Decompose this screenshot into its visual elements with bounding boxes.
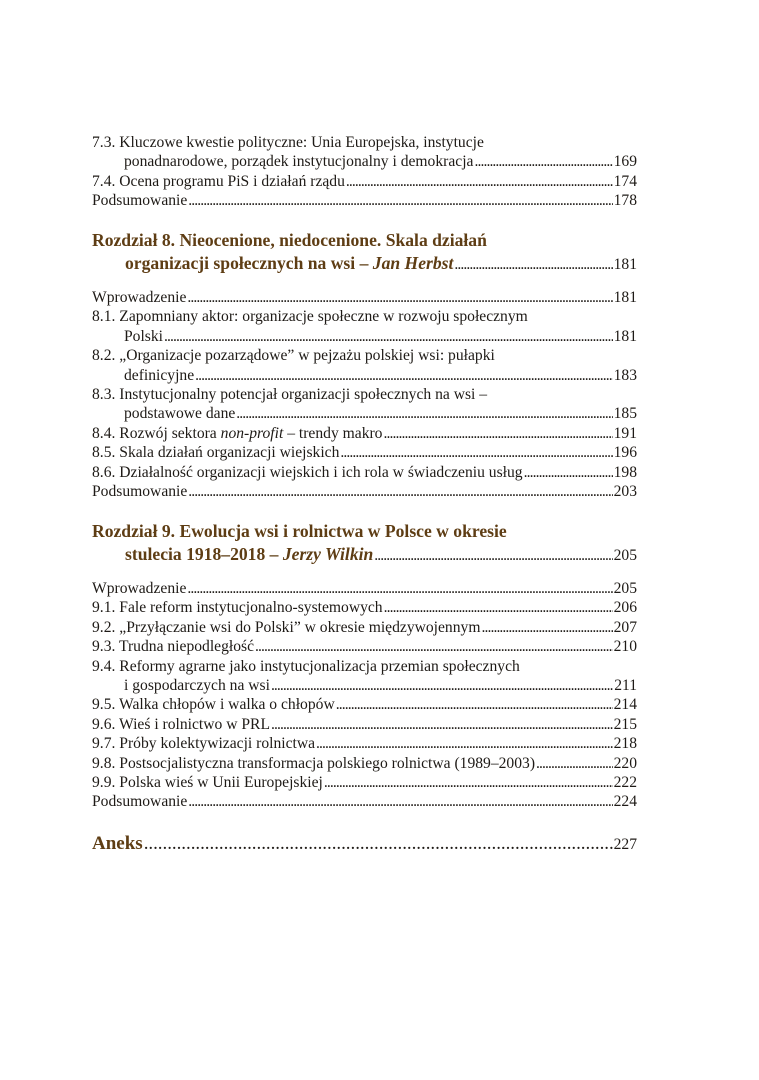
dot-leader: [383, 424, 612, 443]
toc-entry-title-cont: podstawowe dane: [124, 405, 236, 423]
toc-chapter-8[interactable]: [92, 229, 637, 276]
aneks-title: Aneks: [92, 832, 143, 854]
page-number: 185: [613, 405, 637, 423]
toc-entry-9-7[interactable]: [92, 734, 637, 753]
dot-leader: [187, 288, 612, 307]
chapter-title: Rozdział 8. Nieocenione, niedocenione. Skala działań: [92, 229, 487, 250]
toc-entry-title: Podsumowanie: [92, 793, 188, 811]
toc-entry-8-3[interactable]: [92, 385, 637, 424]
page-number: 181: [613, 327, 637, 345]
chapter-title-text: organizacji społecznych na wsi –: [125, 252, 373, 273]
dot-leader: [384, 598, 613, 617]
toc-entry-title: 9.4. Reformy agrarne jako instytucjonalizacja przemian społecznych: [92, 657, 520, 675]
page-number: 174: [613, 172, 637, 190]
dot-leader: [188, 191, 612, 210]
toc-entry-title: 9.5. Walka chłopów i walka o chłopów: [92, 696, 335, 714]
page-number: 198: [613, 463, 637, 481]
toc-entry-8-4[interactable]: [92, 424, 637, 443]
page-number: 181: [613, 289, 637, 307]
toc-entry-9-8[interactable]: [92, 754, 637, 773]
page-number: 207: [613, 618, 637, 636]
toc-entry-title: 9.9. Polska wieś w Unii Europejskiej: [92, 773, 323, 791]
toc-entry-8-6[interactable]: [92, 463, 637, 482]
toc-entry-title: 8.1. Zapomniany aktor: organizacje społeczne w rozwoju społecznym: [92, 308, 528, 326]
toc-entry-9-2[interactable]: [92, 618, 637, 637]
toc-entry-title: Wprowadzenie: [92, 579, 187, 597]
toc-entry-title: 9.6. Wieś i rolnictwo w PRL: [92, 715, 270, 733]
toc-entry-9-intro[interactable]: [92, 579, 637, 598]
dot-leader: [336, 695, 613, 714]
toc-entry-7-summary[interactable]: [92, 191, 637, 210]
dot-leader: [324, 773, 613, 792]
toc-entry-title: 9.7. Próby kolektywizacji rolnictwa: [92, 735, 316, 753]
page-number: 210: [613, 638, 637, 656]
toc-entry-8-summary[interactable]: [92, 482, 637, 501]
page-number: 224: [613, 793, 637, 811]
toc-entry-7-3[interactable]: [92, 133, 637, 172]
toc-entry-title-cont: definicyjne: [124, 366, 195, 384]
dot-leader: [187, 579, 612, 598]
toc-entry-8-1[interactable]: [92, 307, 637, 346]
page-number: 181: [613, 255, 637, 273]
dot-leader: [188, 792, 612, 811]
dot-leader: [144, 833, 613, 855]
page-number: 196: [613, 444, 637, 462]
dot-leader: [236, 404, 612, 423]
page-number: 169: [613, 153, 637, 171]
page-number: 211: [614, 676, 637, 694]
chapter-title-cont: [125, 543, 373, 566]
toc-entry-9-3[interactable]: [92, 637, 637, 656]
page-number: 178: [613, 192, 637, 210]
toc-aneks[interactable]: [92, 833, 637, 856]
toc-entry-8-intro[interactable]: [92, 288, 637, 307]
page-number: 191: [613, 424, 637, 442]
toc-entry-9-6[interactable]: [92, 715, 637, 734]
toc-entry-title: 8.6. Działalność organizacji wiejskich i ich rola w świadczeniu usług: [92, 463, 523, 481]
chapter-title: Rozdział 9. Ewolucja wsi i rolnictwa w Polsce w okresie: [92, 520, 507, 541]
dot-leader: [195, 366, 612, 385]
toc-entry-title: 8.5. Skala działań organizacji wiejskich: [92, 444, 340, 462]
page-number: 222: [613, 773, 637, 791]
toc-entry-title: 8.3. Instytucjonalny potencjał organizacji społecznych na wsi –: [92, 386, 488, 404]
dot-leader: [316, 734, 613, 753]
toc-entry-title: 9.8. Postsocjalistyczna transformacja polskiego rolnictwa (1989–2003): [92, 754, 536, 772]
toc-entry-text: – trendy makro: [283, 424, 383, 442]
dot-leader: [374, 544, 612, 567]
toc-entry-title: 7.3. Kluczowe kwestie polityczne: Unia Europejska, instytucje: [92, 134, 484, 151]
chapter-title-cont: [125, 252, 453, 275]
page-number: 203: [613, 483, 637, 501]
dot-leader: [188, 482, 612, 501]
toc-entry-title: Podsumowanie: [92, 192, 188, 210]
page-number: 220: [613, 754, 637, 772]
dot-leader: [536, 754, 613, 773]
page-number: 218: [613, 735, 637, 753]
dot-leader: [481, 618, 612, 637]
toc-entry-9-9[interactable]: [92, 773, 637, 792]
toc-entry-title: Wprowadzenie: [92, 289, 187, 307]
toc-entry-title: 9.1. Fale reform instytucjonalno-systemowych: [92, 599, 383, 617]
toc-entry-title: [92, 424, 382, 443]
page-number: 206: [613, 599, 637, 617]
page-number: 227: [613, 835, 637, 853]
dot-leader: [271, 676, 613, 695]
page-number: 214: [613, 696, 637, 714]
dot-leader: [454, 253, 612, 276]
page-number: 205: [613, 546, 637, 564]
toc-entry-title-cont: Polski: [124, 327, 163, 345]
dot-leader: [524, 463, 613, 482]
toc-entry-title: 7.4. Ocena programu PiS i działań rządu: [92, 172, 345, 190]
page-number: 183: [613, 366, 637, 384]
toc-entry-9-1[interactable]: [92, 598, 637, 617]
chapter-title-text: stulecia 1918–2018 –: [125, 543, 283, 564]
dot-leader: [340, 443, 612, 462]
toc-entry-9-summary[interactable]: [92, 792, 637, 811]
table-of-contents: [92, 133, 637, 856]
toc-entry-9-4[interactable]: [92, 657, 637, 696]
toc-entry-text: 8.4. Rozwój sektora: [92, 424, 221, 442]
toc-entry-title: 8.2. „Organizacje pozarządowe” w pejzażu polskiej wsi: pułapki: [92, 347, 495, 365]
toc-entry-title-cont: i gospodarczych na wsi: [124, 676, 270, 694]
toc-entry-title-cont: ponadnarodowe, porządek instytucjonalny i demokracja: [124, 153, 474, 171]
dot-leader: [474, 152, 612, 171]
dot-leader: [346, 172, 613, 191]
dot-leader: [164, 327, 613, 346]
chapter-author: Jerzy Wilkin: [282, 543, 374, 564]
toc-entry-9-5[interactable]: [92, 695, 637, 714]
page-number: 215: [613, 715, 637, 733]
dot-leader: [255, 637, 613, 656]
dot-leader: [271, 715, 613, 734]
toc-entry-title: 9.3. Trudna niepodległość: [92, 638, 254, 656]
toc-entry-8-5[interactable]: [92, 443, 637, 462]
toc-entry-title: 9.2. „Przyłączanie wsi do Polski” w okresie międzywojennym: [92, 618, 481, 636]
toc-entry-italic: non-profit: [220, 424, 284, 442]
toc-chapter-9[interactable]: [92, 520, 637, 567]
toc-entry-7-4[interactable]: [92, 172, 637, 191]
toc-entry-8-2[interactable]: [92, 346, 637, 385]
chapter-author: Jan Herbst: [372, 252, 454, 273]
page-number: 205: [613, 579, 637, 597]
toc-entry-title: Podsumowanie: [92, 483, 188, 501]
